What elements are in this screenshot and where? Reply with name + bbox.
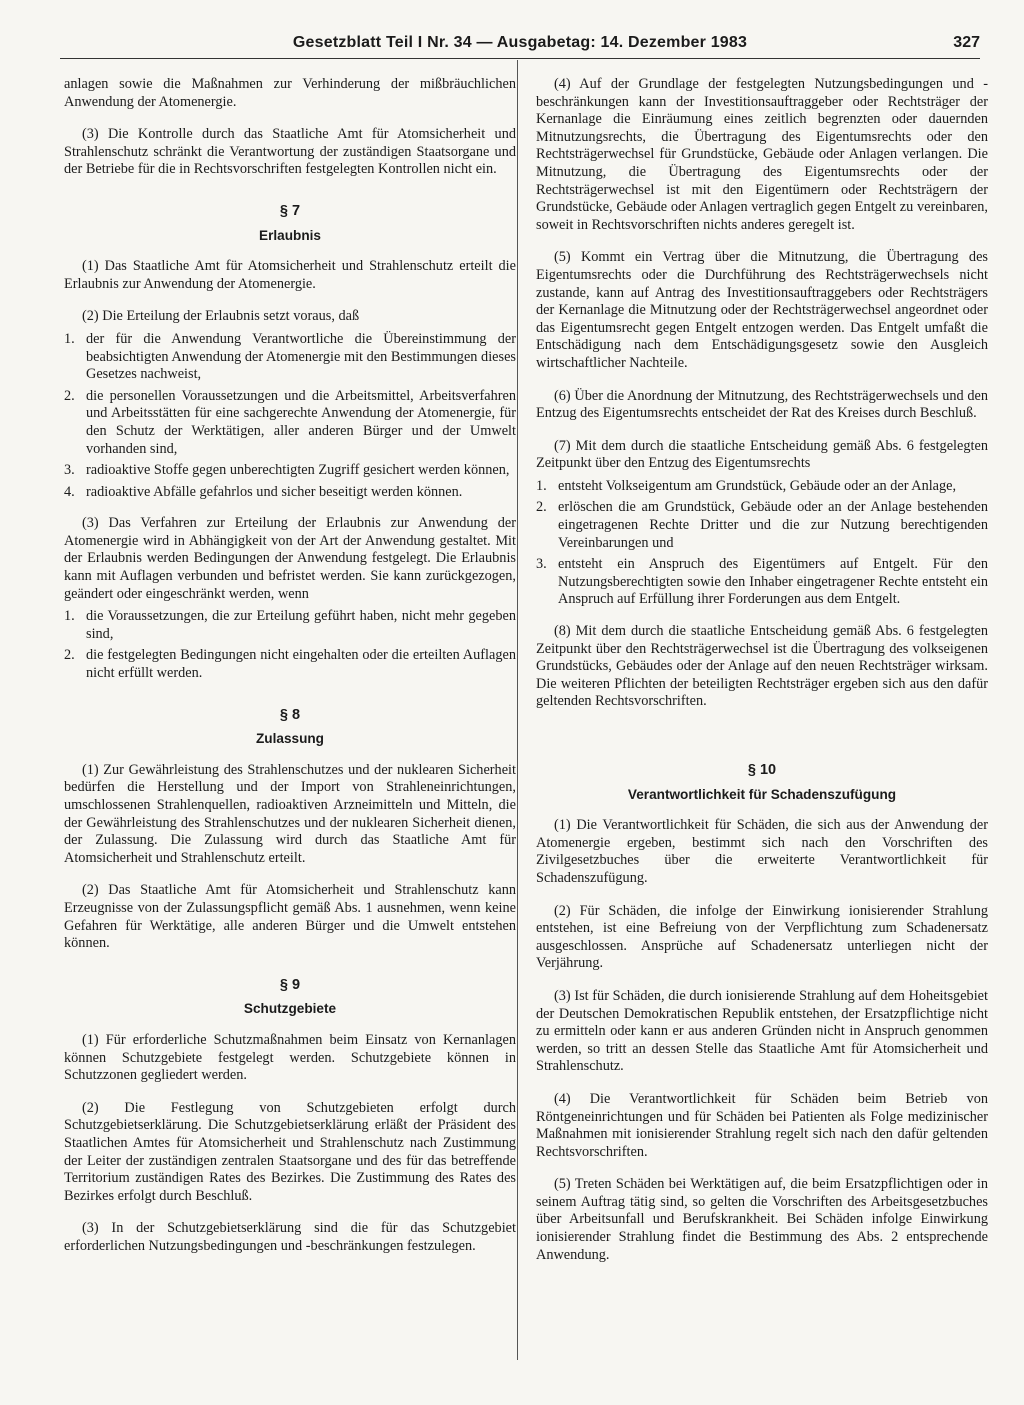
paragraph: (3) Ist für Schäden, die durch ionisierende Strahlung auf dem Hoheitsgebiet der Deutschen Demokratischen Republik entstehen, der Ersatzpflichtige nicht zu ermitteln oder kann er aus anderen Gründen nicht in Anspruch genommen werden, so tritt an dessen Stelle das Staatliche Amt für Atomsicherheit und Strahlenschutz. — [536, 987, 988, 1075]
list-item-text: entsteht Volkseigentum am Grundstück, Gebäude oder an der Anlage, — [558, 477, 957, 494]
list-item — [64, 647, 516, 682]
numbered-list — [536, 478, 988, 609]
list-item-number: 1. — [64, 608, 75, 625]
list-item-text: die festgelegten Bedingungen nicht eingehalten oder die erteilten Auflagen nicht erfüllt werden. — [86, 647, 516, 682]
list-item — [64, 484, 516, 502]
right-column — [536, 76, 988, 1279]
list-item-number: 4. — [64, 483, 75, 500]
section-title: Erlaubnis — [259, 227, 321, 243]
header-title: Gesetzblatt Teil I Nr. 34 — Ausgabetag: 14. Dezember 1983 — [292, 34, 748, 51]
list-item — [64, 331, 516, 384]
paragraph: (1) Für erforderliche Schutzmaßnahmen beim Einsatz von Kernanlagen können Schutzgebiete festgelegt werden. Schutzgebiete können in Schutzzonen gegliedert werden. — [64, 1031, 516, 1084]
paragraph: (2) Die Erteilung der Erlaubnis setzt voraus, daß — [82, 308, 360, 325]
list-item-number: 3. — [64, 462, 75, 479]
paragraph: (8) Mit dem durch die staatliche Entscheidung gemäß Abs. 6 festgelegten Zeitpunkt über den Rechtsträgerwechsel ist die Übertragung des volkseigenen Grundstücks, Gebäudes oder der Anlage auf den neuen Rechtsträger wirksam. Die weiteren Pflichten der beteiligten Rechtsträger ergeben sich aus den dafür geltenden Rechtsvorschriften. — [536, 623, 988, 710]
list-item-text: radioaktive Stoffe gegen unberechtigten Zugriff gesichert werden können, — [86, 462, 510, 479]
list-item — [536, 478, 988, 496]
list-item — [536, 556, 988, 609]
page-header — [60, 30, 980, 59]
section-title: Schutzgebiete — [243, 1001, 337, 1017]
paragraph: (3) Die Kontrolle durch das Staatliche Amt für Atomsicherheit und Strahlenschutz schränkt die Verantwortung der zuständigen Staatsorgane und der Betriebe für die in Rechtsvorschriften festgelegten Kontrollen nicht ein. — [64, 126, 516, 178]
paragraph: (1) Die Verantwortlichkeit für Schäden, die sich aus der Anwendung der Atomenergie ergeben, bestimmt sich nach den Vorschriften des Zivilgesetzbuches über die erweiterte Verantwortlichkeit für Schadenszufügung. — [536, 817, 988, 886]
spacer — [536, 726, 988, 738]
section-number: § 8 — [279, 706, 301, 723]
section-number: § 10 — [747, 762, 777, 778]
paragraph: (6) Über die Anordnung der Mitnutzung, des Rechtsträgerwechsels und den Entzug des Eigentumsrechts entscheidet der Rat des Kreises durch Beschluß. — [536, 387, 988, 422]
paragraph: (2) Die Festlegung von Schutzgebieten erfolgt durch Schutzgebietserklärung. Die Schutzgebietserklärung erläßt der Präsident des Staatlichen Amtes für Atomsicherheit und Strahlenschutz nach Zustimmung der Leiter der zuständigen zentralen Staatsorgane und des für das betreffende Territorium zuständigen Rates des Bezirkes. Die Zustimmung des Rates des Bezirkes erfolgt durch Beschluß. — [64, 1099, 516, 1204]
list-item-text: entsteht ein Anspruch des Eigentümers auf Entgelt. Für den Nutzungsberechtigten sowie den Inhaber eingetragener Rechte entsteht ein Anspruch auf Erfüllung ihrer Forderungen aus dem Entgelt. — [558, 556, 988, 608]
list-item — [536, 499, 988, 552]
paragraph: (1) Das Staatliche Amt für Atomsicherheit und Strahlenschutz erteilt die Erlaubnis zur Anwendung der Atomenergie. — [64, 258, 516, 292]
paragraph: (4) Auf der Grundlage der festgelegten Nutzungsbedingungen und -beschränkungen kann der Investitionsauftraggeber oder Rechtsträger der Kernanlage die Einräumung eines zeitlich begrenzten oder dauernden Mitnutzungsrechts, die Übertragung des Eigentumsrechts oder den Rechtsträgerwechsel für Grundstücke, Gebäude oder Anlagen verlangen. Die Mitnutzung, die Übertragung des Eigentumsrechts oder der Rechtsträgerwechsel ist mit den Eigentümern oder Rechtsträgern der Grundstücke, Gebäude oder Anlagen vertraglich gegen Entgelt zu vereinbaren, soweit in Rechtsvorschriften nichts anderes geregelt ist. — [536, 76, 988, 233]
paragraph: (4) Die Verantwortlichkeit für Schäden beim Betrieb von Röntgeneinrichtungen und für Schäden bei Patienten als Folge medizinischer Maßnahmen mit ionisierender Strahlung regelt sich nach den dafür geltenden Rechtsvorschriften. — [536, 1090, 988, 1160]
list-item-number: 1. — [64, 330, 75, 347]
paragraph: (7) Mit dem durch die staatliche Entscheidung gemäß Abs. 6 festgelegten Zeitpunkt über den Entzug des Eigentumsrechts — [536, 437, 988, 472]
paragraph: (3) In der Schutzgebietserklärung sind die für das Schutzgebiet erforderlichen Nutzungsbedingungen und -beschränkungen festzulegen. — [64, 1220, 516, 1254]
numbered-list — [64, 608, 516, 682]
paragraph: (5) Kommt ein Vertrag über die Mitnutzung, die Übertragung des Eigentumsrechts oder die Durchführung des Rechtsträgerwechsels nicht zustande, kann auf Antrag des Investitionsauftraggebers oder Rechtsträgers der Kernanlage die Mitnutzung oder der Rechtsträgerwechsel angeordnet oder das Eigentumsrecht gegen Entgelt entzogen werden. Das Entgelt umfaßt die Entschädigung nach dem Entschädigungsgesetz sowie den Ausgleich wirtschaftlicher Nachteile. — [536, 249, 988, 371]
list-item-text: die Voraussetzungen, die zur Erteilung geführt haben, nicht mehr gegeben sind, — [86, 608, 516, 642]
paragraph: (3) Das Verfahren zur Erteilung der Erlaubnis zur Anwendung der Atomenergie wird in Abhängigkeit von der Art der Anwendung gestaltet. Mit der Erlaubnis werden Bedingungen der Anwendung festgelegt. Die Erlaubnis kann mit Auflagen verbunden und befristet werden. Sie kann zurückgezogen, geändert oder eingeschränkt werden, wenn — [64, 515, 516, 602]
list-item-text: der für die Anwendung Verantwortliche die Übereinstimmung der beabsichtigten Anwendung der Atomenergie mit den Bestimmungen dieses Gesetzes nachweist, — [86, 330, 516, 383]
paragraph: (1) Zur Gewährleistung des Strahlenschutzes und der nuklearen Sicherheit bedürfen die Herstellung und der Import von Strahleneinrichtungen, umschlossenen Strahlenquellen, radioaktiven Arzneimitteln und Mitteln, die der Gewährleistung des Strahlenschutzes und der nuklearen Sicherheit dienen, der Zulassung. Die Zulassung wird durch das Staatliche Amt für Atomsicherheit und Strahlenschutz erteilt. — [64, 761, 516, 866]
page-number: 327 — [953, 34, 980, 51]
list-item-text: radioaktive Abfälle gefahrlos und sicher beseitigt werden können. — [86, 483, 463, 500]
list-item-number: 3. — [536, 556, 547, 573]
list-item-number: 2. — [64, 647, 75, 664]
list-item-number: 2. — [536, 499, 547, 516]
list-item-number: 2. — [64, 387, 75, 404]
column-divider — [517, 60, 518, 1360]
list-item-text: erlöschen die am Grundstück, Gebäude oder an der Anlage bestehenden eingetragenen Rechte Dritter und die zur Nutzung berechtigenden Vereinbarungen und — [558, 499, 988, 551]
left-column — [64, 76, 516, 1270]
paragraph: anlagen sowie die Maßnahmen zur Verhinderung der mißbräuchlichen Anwendung der Atomenergie. — [64, 76, 516, 110]
list-item — [64, 388, 516, 458]
paragraph: (2) Für Schäden, die infolge der Einwirkung ionisierender Strahlung entstehen, ist eine Befreiung von der Verpflichtung zum Schadenersatz ausgeschlossen. Ansprüche auf Schadenersatz unterliegen nicht der Verjährung. — [536, 902, 988, 972]
paragraph: (2) Das Staatliche Amt für Atomsicherheit und Strahlenschutz kann Erzeugnisse von der Zulassungspflicht gemäß Abs. 1 ausnehmen, wenn keine Gefahren für Werktätige, alle anderen Bürger und die Umwelt entstehen können. — [64, 882, 516, 952]
section-number: § 9 — [279, 976, 301, 993]
list-item — [64, 462, 516, 480]
list-item-text: die personellen Voraussetzungen und die Arbeitsmittel, Arbeitsverfahren und Arbeitsstätten für eine sachgerechte Anwendung der Atomenergie, für den Schutz der Werktätigen, aller anderen Bürger und der Umwelt vorhanden sind, — [86, 387, 516, 457]
list-item-number: 1. — [536, 477, 547, 494]
section-number: § 7 — [279, 202, 301, 219]
section-title: Zulassung — [256, 731, 324, 747]
numbered-list — [64, 331, 516, 501]
paragraph: (5) Treten Schäden bei Werktätigen auf, die beim Ersatzpflichtigen oder in seinem Auftrag tätig sind, so gelten die Vorschriften des Arbeitsgesetzbuches über Arbeitsunfall und Berufskrankheit. Bei Schäden infolge Einwirkung ionisierender Strahlung findet die Bestimmung des Abs. 2 entsprechende Anwendung. — [536, 1176, 988, 1263]
section-title: Verantwortlichkeit für Schadenszufügung — [627, 786, 897, 802]
list-item — [64, 608, 516, 643]
